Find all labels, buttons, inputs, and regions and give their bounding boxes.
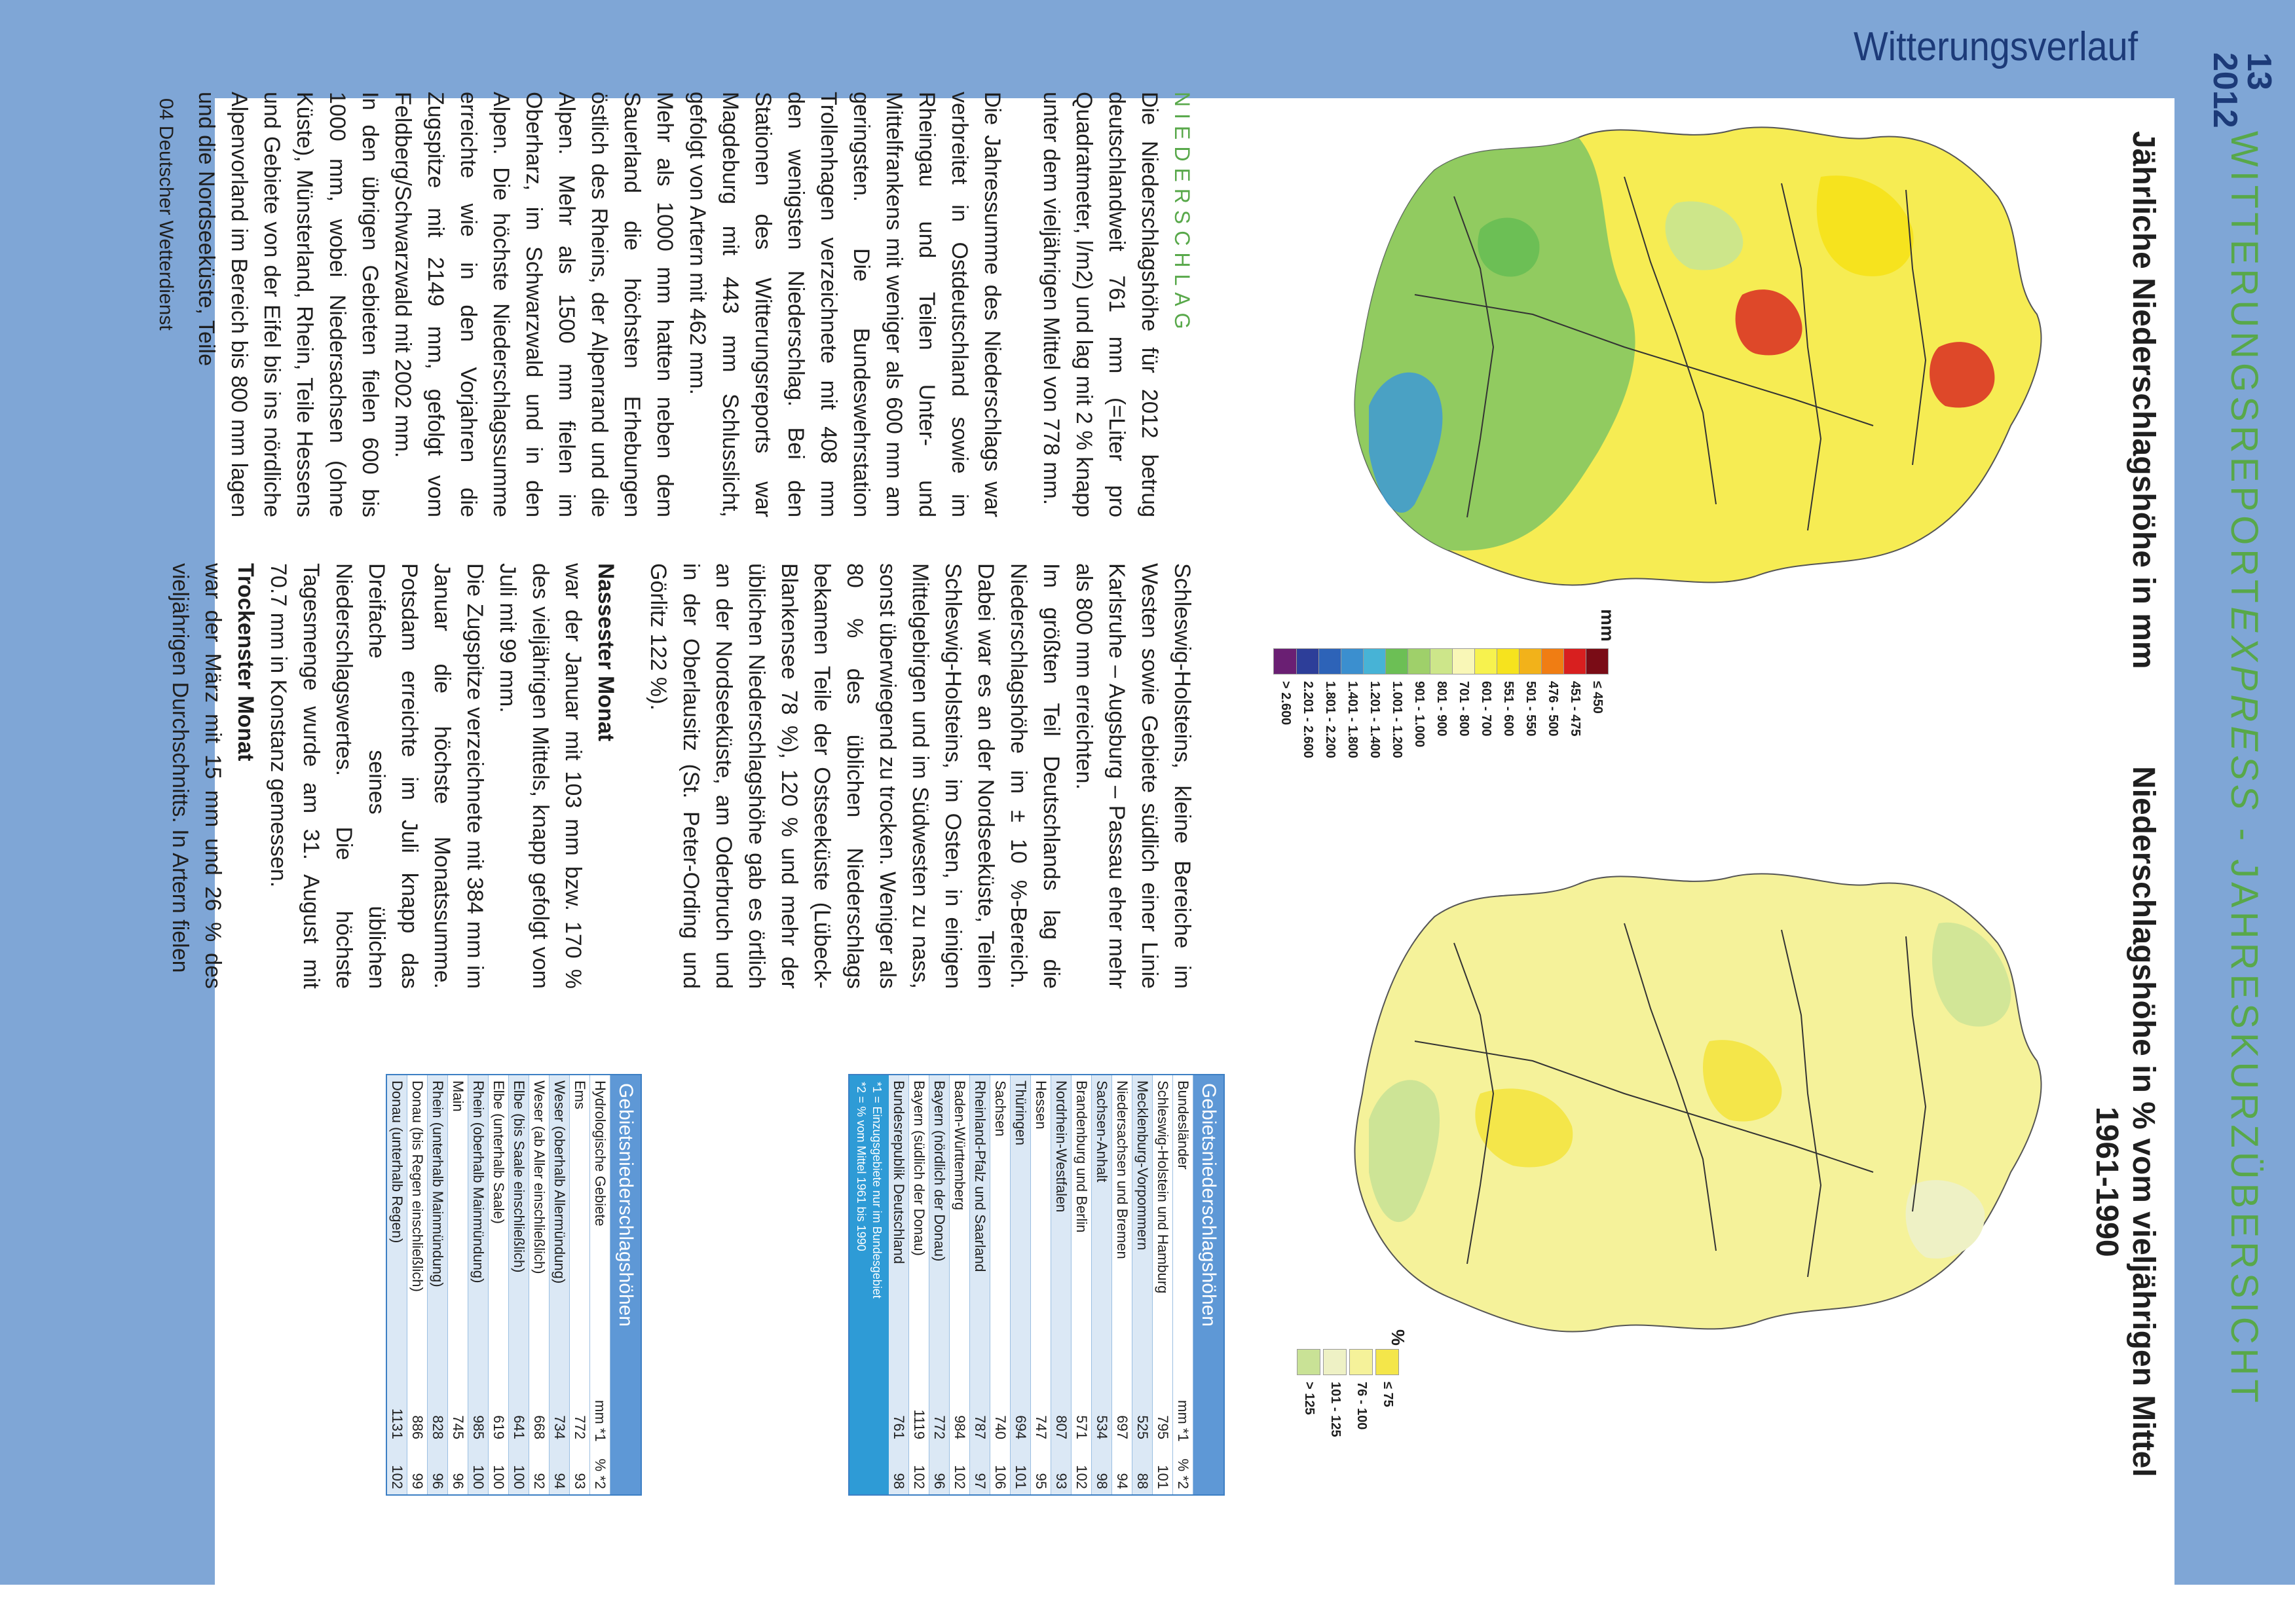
table-cell-name: Rheinland-Pfalz und Saarland <box>972 1080 988 1272</box>
legend-percent-label: > 125 <box>1302 1382 1316 1415</box>
legend-percent-swatch <box>1297 1349 1320 1375</box>
legend-mm-swatch <box>1362 648 1386 674</box>
table-bundeslaender-header: Bundesländer mm *1 % *2 <box>1173 1075 1193 1494</box>
table-row <box>1051 1075 1072 1494</box>
table-row <box>550 1075 570 1494</box>
legend-mm-swatch <box>1540 648 1564 674</box>
legend-mm-swatch <box>1585 648 1609 674</box>
table-cell-pct: 100 <box>470 1465 487 1489</box>
legend-mm-swatch <box>1273 648 1297 674</box>
table-row <box>889 1075 909 1494</box>
table-cell-pct: 95 <box>1033 1473 1049 1489</box>
page-number-value: 13 <box>2240 52 2278 90</box>
table-cell-name: Rhein (oberhalb Mainmündung) <box>470 1080 487 1283</box>
paragraph-7: war der Januar mit 103 mm bzw. 170 % des vieljährigen Mittels, knapp gefolgt vom Juli mit 99 mm. <box>495 563 586 989</box>
paragraph-5: Schleswig-Holsteins, kleine Bereiche im Westen sowie Gebiete südlich einer Linie Karlsruhe – Augsburg – Passau eher mehr als 800 mm erreichten. <box>1072 563 1195 989</box>
table-row <box>1132 1075 1153 1494</box>
table-cell-pct: 94 <box>1114 1473 1130 1489</box>
table-cell-mm: 772 <box>931 1415 948 1439</box>
legend-mm-label: 1.201 - 1.400 <box>1368 681 1382 758</box>
legend-mm-label: > 2.600 <box>1278 681 1293 726</box>
legend-mm-swatch <box>1563 648 1586 674</box>
legend-mm-label: 701 - 800 <box>1457 681 1471 737</box>
table-cell-pct: 102 <box>1073 1465 1090 1489</box>
table-cell-pct: 93 <box>1053 1473 1070 1489</box>
table-cell-pct: 92 <box>531 1473 548 1489</box>
map-title-percent: Niederschlagshöhe in % vom vieljährigen Mittel 1961-1990 <box>2089 766 2161 1477</box>
table-cell-mm: 985 <box>470 1415 487 1439</box>
legend-percent-unit: % <box>1388 1329 1408 1346</box>
table-gebiete-title: Gebietsniederschlagshöhen <box>610 1075 641 1494</box>
heading-nassester-monat: Nassester Monat <box>593 563 618 742</box>
table-bundeslaender <box>848 1074 1225 1496</box>
table-cell-pct: 93 <box>572 1473 588 1489</box>
table-row <box>448 1075 468 1494</box>
table-row <box>1011 1075 1031 1494</box>
table-cell-pct: 98 <box>891 1473 907 1489</box>
report-title: WITTERUNGSREPORTEXPRESS - JAHRESKURZÜBERSICHT <box>2223 131 2266 1407</box>
table-cell-pct: 96 <box>931 1473 948 1489</box>
paragraph-2: Die Jahressumme des Niederschlags war verbreitet in Ostdeutschland sowie im Rheingau und Teilen Unter- und Mittelfrankens mit weniger als 600 mm am geringsten. Die Bundeswehrstation Trollenhagen verzeichnete mit 408 mm den wenigsten Niederschlag. Bei den Stationen des Witterungsreports war Magdeburg mit 443 mm Schlusslicht, gefolgt von Artern mit 462 mm. <box>685 92 1005 517</box>
table-cell-name: Schleswig-Holstein und Hamburg <box>1155 1080 1171 1294</box>
table-row <box>468 1075 489 1494</box>
table-row <box>1092 1075 1112 1494</box>
legend-mm-label: 1.001 - 1.200 <box>1390 681 1404 758</box>
legend-percent <box>1264 1329 1421 1437</box>
heading-trockenster-monat: Trockenster Monat <box>233 563 258 762</box>
table-cell-name: Bundesrepublik Deutschland <box>891 1080 907 1264</box>
table-cell-name: Elbe (unterhalb Saale) <box>491 1080 507 1224</box>
table-row <box>909 1075 929 1494</box>
table-cell-name: Weser (ab Aller einschließlich) <box>531 1080 548 1274</box>
table-cell-mm: 641 <box>511 1415 527 1439</box>
table-row <box>950 1075 970 1494</box>
table-cell-mm: 807 <box>1053 1415 1070 1439</box>
table-cell-mm: 886 <box>409 1415 426 1439</box>
footer-publisher: 04 Deutscher Wetterdienst <box>155 98 177 331</box>
legend-mm-label: 1.801 - 2.200 <box>1323 681 1337 758</box>
text-column-2 <box>164 563 1199 989</box>
legend-mm-swatch <box>1318 648 1341 674</box>
table-cell-pct: 96 <box>430 1473 446 1489</box>
table-bundeslaender-title: Gebietsniederschlagshöhen <box>1193 1075 1223 1494</box>
paragraph-3: Mehr als 1000 mm hatten neben dem Sauerland die höchsten Erhebungen östlich des Rheins, der Alpenrand und die Alpen. Mehr als 1500 mm fielen im Oberharz, im Schwarzwald und in den Alpen. Die höchste Niederschlagssumme erreichte wie in den Vorjahren die Zugspitze mit 2149 mm, gefolgt vom Feldberg/Schwarzwald mit 2002 mm. <box>390 92 677 517</box>
table-cell-mm: 571 <box>1073 1415 1090 1439</box>
year-value: 2012 <box>2206 52 2244 128</box>
legend-mm-swatch <box>1451 648 1475 674</box>
paragraph-1: Die Niederschlagshöhe für 2012 betrug deutschlandweit 761 mm (=Liter pro Quadratmeter, l/m2) und lag mit 2 % knapp unter dem vieljährigen Mittel von 778 mm. <box>1039 92 1162 517</box>
table-bundeslaender-notes: *1 = Einzugsgebiete nur im Bundesgebiet *2 = % vom Mittel 1961 bis 1990 <box>849 1075 889 1494</box>
table-cell-pct: 102 <box>389 1465 405 1489</box>
table-gebiete-header: Hydrologische Gebiete mm *1 % *2 <box>590 1075 610 1494</box>
table-cell-mm: 1119 <box>911 1409 927 1439</box>
table-cell-name: Mecklenburg-Vorpommern <box>1134 1080 1151 1251</box>
table-cell-pct: 96 <box>450 1473 466 1489</box>
table-cell-mm: 668 <box>531 1415 548 1439</box>
table-row <box>929 1075 950 1494</box>
table-row <box>529 1075 550 1494</box>
section-title: Witterungsverlauf <box>1854 24 2138 69</box>
table-cell-mm: 747 <box>1033 1415 1049 1439</box>
legend-mm-label: 901 - 1.000 <box>1412 681 1427 748</box>
table-cell-name: Bayern (südlich der Donau) <box>911 1080 927 1256</box>
table-row <box>1112 1075 1132 1494</box>
legend-mm-swatch <box>1296 648 1319 674</box>
text-column-1 <box>190 92 1199 517</box>
map-title-annual: Jährliche Niederschlagshöhe in mm <box>2126 131 2161 669</box>
paragraph-9: war der März mit 15 mm und 26 % des vieljährigen Durchschnitts. In Artern fielen <box>168 563 225 989</box>
table-cell-name: Rhein (unterhalb Mainmündung) <box>430 1080 446 1287</box>
legend-mm-swatch <box>1429 648 1453 674</box>
table-cell-name: Brandenburg und Berlin <box>1073 1080 1090 1233</box>
table-cell-mm: 787 <box>972 1415 988 1439</box>
precipitation-map-mm <box>1284 98 2050 596</box>
table-row <box>1031 1075 1051 1494</box>
table-cell-pct: 102 <box>952 1465 968 1489</box>
paragraph-6: Im größten Teil Deutschlands lag die Niederschlagshöhe im ± 10 %-Bereich. Dabei war es an der Nordseeküste, Teilen Schleswig-Holsteins, im Osten, in einigen Mittelgebirgen und im Südwesten zu nass, sonst überwiegend zu trocken. Weniger als 80 % des üblichen Niederschlags bekamen Teile der Ostseeküste (Lübeck-Blankensee 78 %), 120 % und mehr der üblichen Niederschlagshöhe gab es örtlich an der Nordseeküste, am Oderbruch und in der Oberlausitz (St. Peter-Ording und Görlitz 122 %). <box>646 563 1064 989</box>
table-cell-mm: 525 <box>1134 1415 1151 1439</box>
table-cell-name: Nordrhein-Westfalen <box>1053 1080 1070 1213</box>
table-cell-mm: 828 <box>430 1415 446 1439</box>
legend-mm-swatch <box>1518 648 1542 674</box>
table-cell-pct: 88 <box>1134 1473 1151 1489</box>
table-cell-name: Donau (bis Regen einschließlich) <box>409 1080 426 1292</box>
table-cell-name: Niedersachsen und Bremen <box>1114 1080 1130 1259</box>
table-row <box>1153 1075 1173 1494</box>
table-cell-mm: 697 <box>1114 1415 1130 1439</box>
table-cell-pct: 102 <box>911 1465 927 1489</box>
kicker-niederschlag: NIEDERSCHLAG <box>1170 92 1194 336</box>
table-cell-name: Weser (oberhalb Allermündung) <box>551 1080 568 1284</box>
table-cell-mm: 772 <box>572 1415 588 1439</box>
legend-percent-swatch <box>1349 1349 1373 1375</box>
table-row <box>407 1075 428 1494</box>
table-cell-mm: 761 <box>891 1415 907 1439</box>
table-cell-name: Ems <box>572 1080 588 1109</box>
legend-mm-label: 1.401 - 1.800 <box>1345 681 1360 758</box>
table-row <box>1072 1075 1092 1494</box>
table-row <box>570 1075 590 1494</box>
table-cell-mm: 740 <box>992 1415 1009 1439</box>
table-row <box>970 1075 990 1494</box>
legend-mm-swatch <box>1385 648 1408 674</box>
table-cell-pct: 98 <box>1094 1473 1110 1489</box>
table-cell-pct: 99 <box>409 1473 426 1489</box>
legend-mm-label: 601 - 700 <box>1479 681 1493 737</box>
precipitation-map-percent <box>1284 845 2050 1342</box>
table-cell-pct: 94 <box>551 1473 568 1489</box>
legend-mm-swatch <box>1340 648 1364 674</box>
table-row <box>509 1075 529 1494</box>
legend-percent-label: 101 - 125 <box>1328 1382 1343 1437</box>
table-cell-name: Donau (unterhalb Regen) <box>389 1080 405 1244</box>
table-cell-pct: 101 <box>1155 1465 1171 1489</box>
table-cell-name: Bayern (nördlich der Donau) <box>931 1080 948 1262</box>
paragraph-8: Die Zugspitze verzeichnete mit 384 mm im Januar die höchste Monatssumme. Potsdam erreichte im Juli knapp das Dreifache seines üblichen Niederschlagswertes. Die höchste Tagesmenge wurde am 31. August mit 70.7 mm in Konstanz gemessen. <box>266 563 487 989</box>
legend-percent-swatch <box>1323 1349 1347 1375</box>
legend-mm-swatch <box>1474 648 1497 674</box>
legend-mm-label: 801 - 900 <box>1434 681 1449 737</box>
table-cell-mm: 694 <box>1013 1415 1029 1439</box>
table-cell-pct: 100 <box>511 1465 527 1489</box>
table-row <box>489 1075 509 1494</box>
table-cell-pct: 100 <box>491 1465 507 1489</box>
legend-mm-label: 2.201 - 2.600 <box>1301 681 1315 758</box>
legend-mm-swatch <box>1496 648 1520 674</box>
table-cell-name: Sachsen <box>992 1080 1009 1137</box>
table-cell-mm: 745 <box>450 1415 466 1439</box>
table-cell-mm: 534 <box>1094 1415 1110 1439</box>
legend-mm-label: 551 - 600 <box>1501 681 1516 737</box>
table-cell-name: Hessen <box>1033 1080 1049 1130</box>
table-cell-mm: 795 <box>1155 1415 1171 1439</box>
legend-mm-label: ≤ 450 <box>1590 681 1605 714</box>
legend-percent-swatch <box>1375 1349 1399 1375</box>
table-cell-name: Sachsen-Anhalt <box>1094 1080 1110 1183</box>
table-cell-name: Main <box>450 1080 466 1112</box>
table-cell-pct: 101 <box>1013 1465 1029 1489</box>
legend-mm-swatch <box>1407 648 1430 674</box>
table-hydrologische-gebiete <box>386 1074 642 1496</box>
table-cell-pct: 97 <box>972 1473 988 1489</box>
table-cell-name: Baden-Württemberg <box>952 1080 968 1211</box>
table-cell-mm: 734 <box>551 1415 568 1439</box>
table-cell-mm: 1131 <box>389 1408 405 1439</box>
table-cell-name: Thüringen <box>1013 1080 1029 1146</box>
table-cell-name: Elbe (bis Saale einschließlich) <box>511 1080 527 1273</box>
paragraph-4: In den übrigen Gebieten fielen 600 bis 1000 mm, wobei Niedersachsen (ohne Küste), Münsterland, Rhein, Teile Hessens und Gebiete von der Eifel bis ins nördliche Alpenvorland im Bereich bis 800 mm lagen und die Nordseeküste, Teile <box>194 92 382 517</box>
legend-percent-label: 76 - 100 <box>1354 1382 1369 1430</box>
table-cell-mm: 984 <box>952 1415 968 1439</box>
legend-mm <box>1258 609 1637 758</box>
table-row <box>990 1075 1011 1494</box>
table-row <box>428 1075 448 1494</box>
legend-mm-label: 476 - 500 <box>1546 681 1560 737</box>
table-row <box>387 1075 407 1494</box>
legend-mm-unit: mm <box>1597 609 1618 642</box>
legend-mm-label: 451 - 475 <box>1568 681 1582 737</box>
table-cell-mm: 619 <box>491 1415 507 1439</box>
legend-percent-label: ≤ 75 <box>1381 1382 1395 1407</box>
table-cell-pct: 106 <box>992 1465 1009 1489</box>
page-number <box>2208 52 2276 128</box>
legend-mm-label: 501 - 550 <box>1523 681 1538 737</box>
